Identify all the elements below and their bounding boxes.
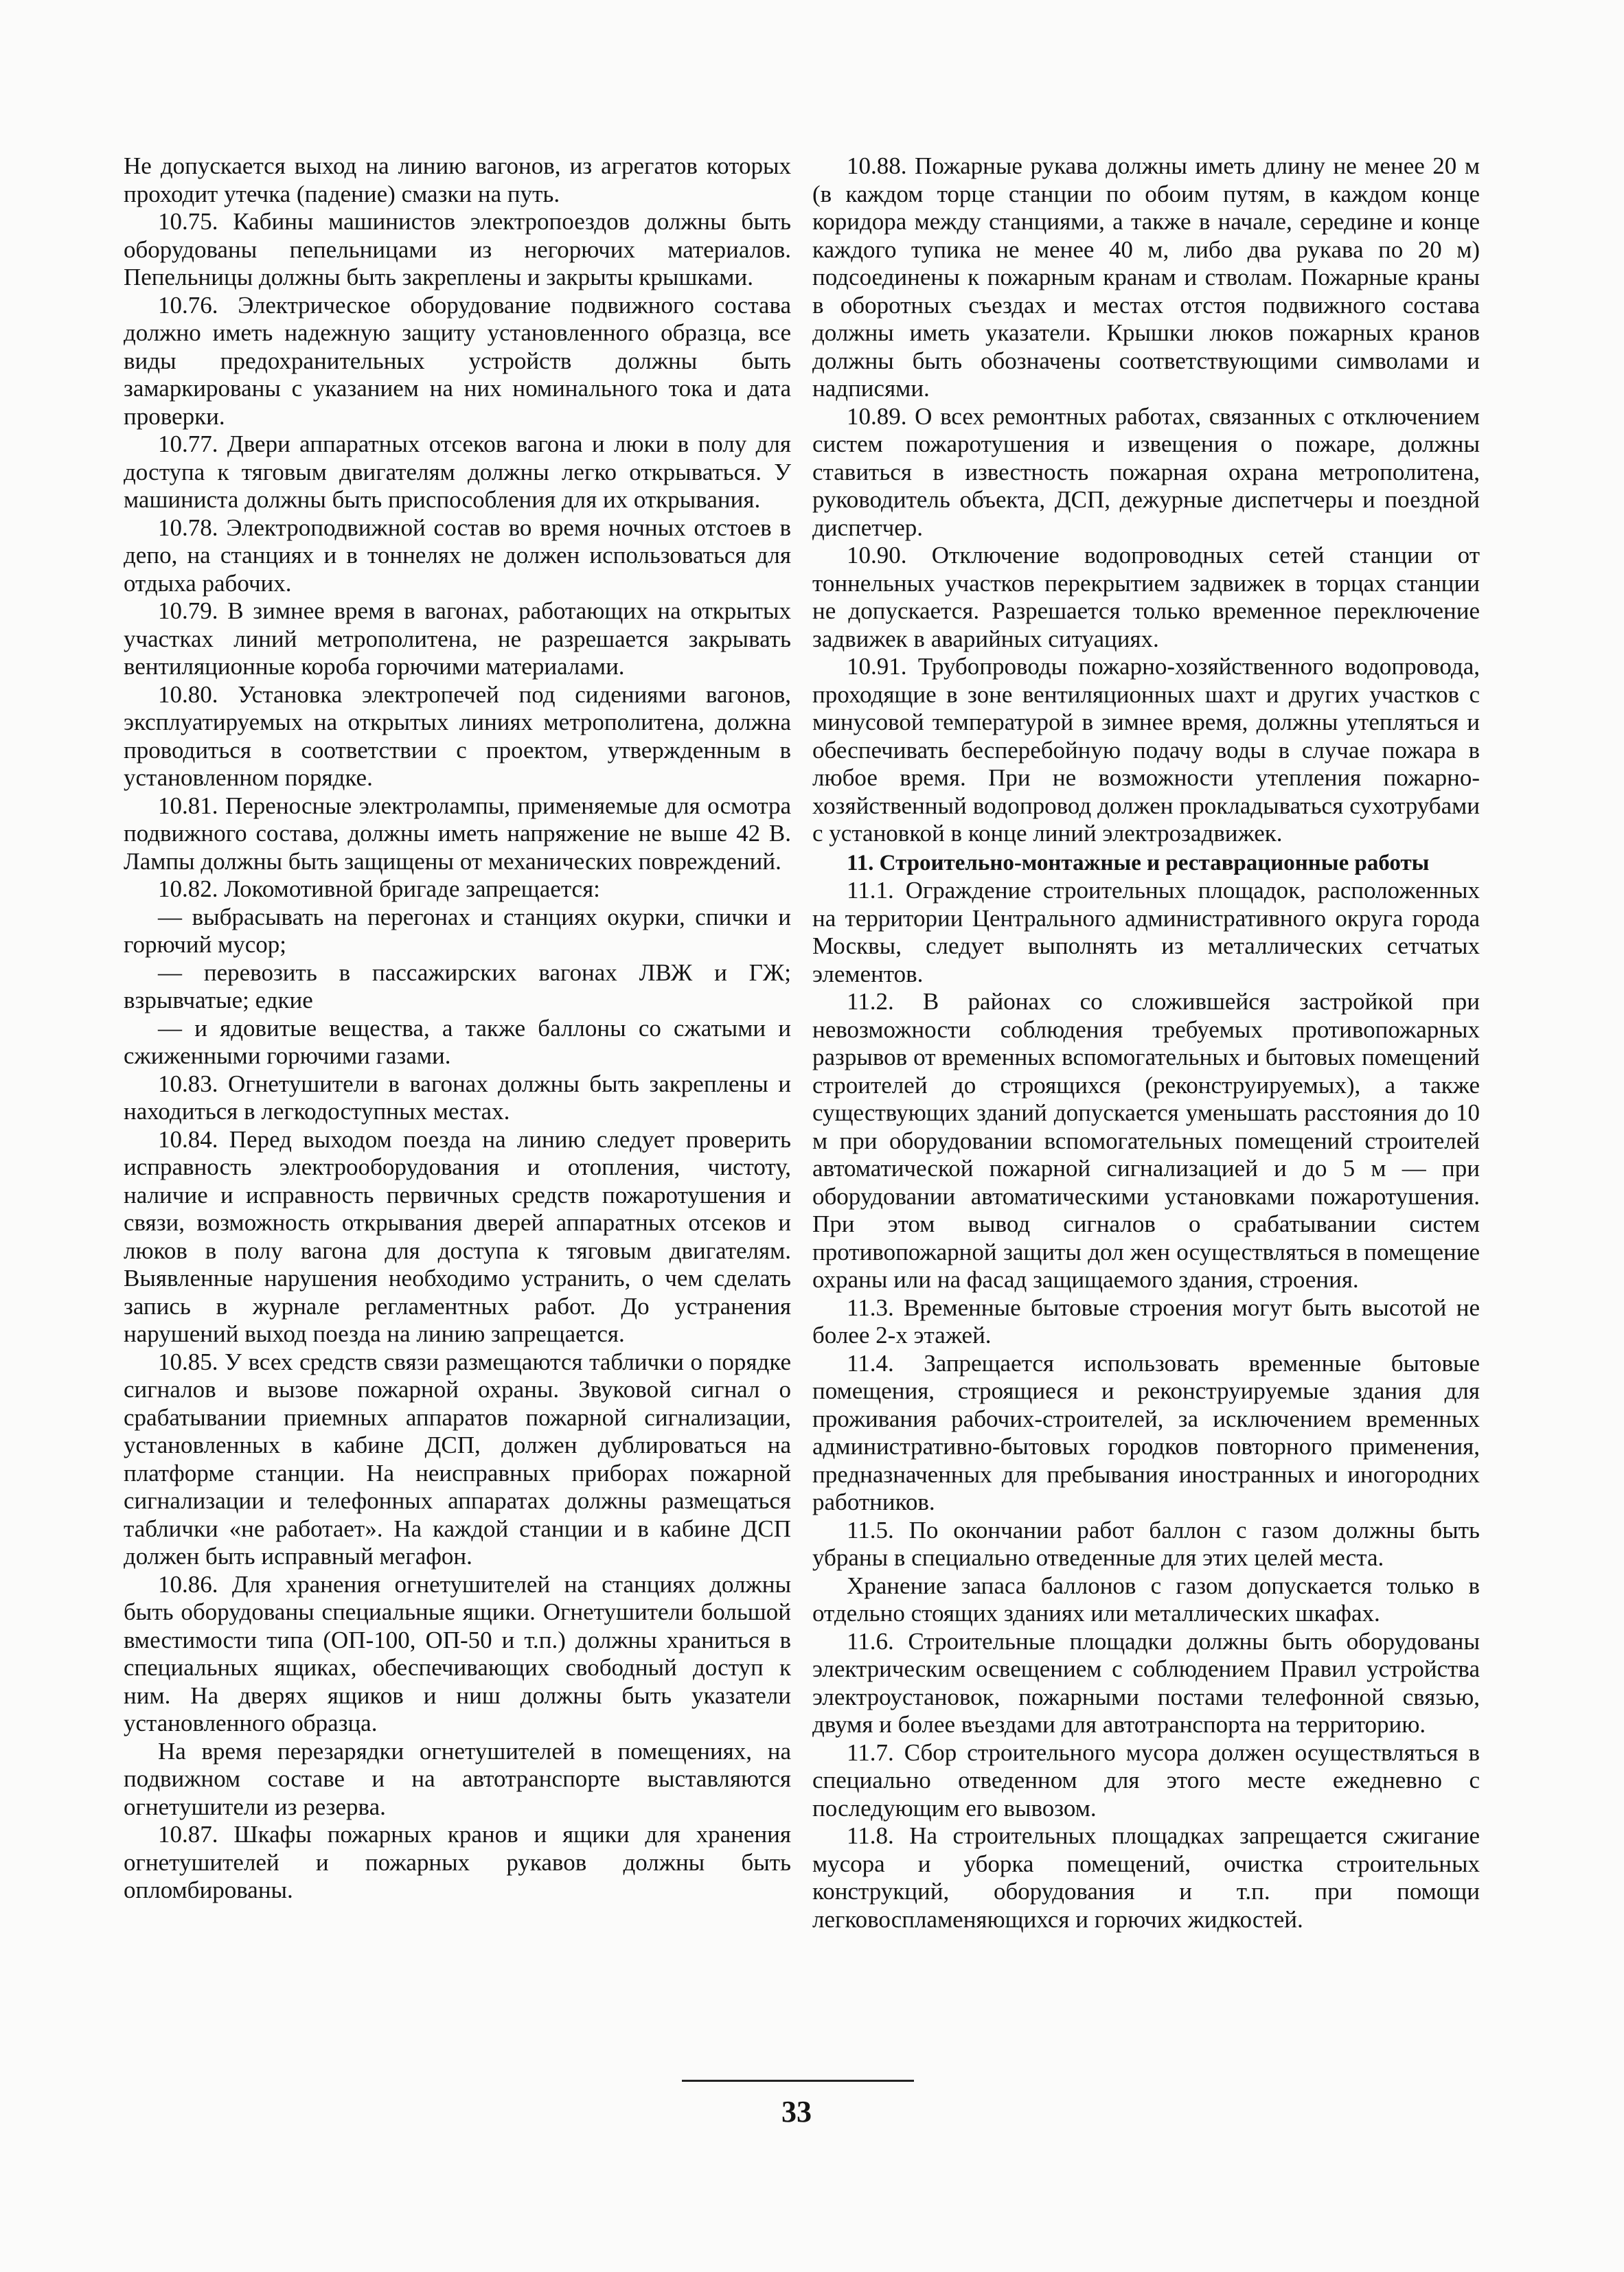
paragraph: 10.87. Шкафы пожарных кранов и ящики для хранения огнетушителей и пожарных рукавов должны быть опломбированы. bbox=[124, 1821, 791, 1903]
paragraph: На время перезарядки огнетушителей в помещениях, на подвижном составе и на автотранспорте выставляются огнетушители из резерва. bbox=[124, 1737, 791, 1820]
paragraph: 10.80. Установка электропечей под сидениями вагонов, эксплуатируемых на открытых линиях метрополитена, должна проводиться в соответствии с проектом, утвержденным в установленном порядке. bbox=[124, 680, 791, 791]
paragraph: — выбрасывать на перегонах и станциях окурки, спички и горючий мусор; bbox=[124, 903, 791, 958]
paragraph: 10.89. О всех ремонтных работах, связанных с отключением систем пожаротушения и извещения о пожаре, должны ставиться в известность пожарная охрана метрополитена, руководитель объекта, ДСП, дежурные диспетчеры и поездной диспетчер. bbox=[812, 402, 1480, 541]
paragraph: 11.2. В районах со сложившейся застройкой при невозможности соблюдения требуемых противопожарных разрывов от временных вспомогательных и бытовых помещений строителей до строящихся (реконструируемых), а также существующих зданий допускается уменьшать расстояния до 10 м при оборудовании вспомогательных помещений строителей автоматической пожарной сигнализацией и до 5 м — при оборудовании автоматическими установками пожаротушения. При этом вывод сигналов о срабатывании систем противопожарной защиты дол жен осуществляться в помещение охраны или на фасад защищаемого здания, строения. bbox=[812, 988, 1480, 1293]
paragraph: 10.88. Пожарные рукава должны иметь длину не менее 20 м (в каждом торце станции по обоим путям, в каждом конце коридора между станциями, а также в начале, середине и конце каждого тупика не менее 40 м, либо два рукава по 20 м) подсоединены к пожарным кранам и стволам. Пожарные краны в оборотных съездах и местах отстоя подвижного состава должны иметь указатели. Крышки люков пожарных кранов должны быть обозначены соответствующими символами и надписями. bbox=[812, 152, 1480, 402]
paragraph: 11.6. Строительные площадки должны быть оборудованы электрическим освещением с соблюдением Правил устройства электроустановок, пожарными постами телефонной связью, двумя и более въездами для автотранспорта на территорию. bbox=[812, 1627, 1480, 1738]
page-number: 33 bbox=[781, 2095, 812, 2128]
paragraph: Не допускается выход на линию вагонов, из агрегатов которых проходит утечка (падение) смазки на путь. bbox=[124, 152, 791, 207]
paragraph: 11.3. Временные бытовые строения могут быть высотой не более 2-х этажей. bbox=[812, 1294, 1480, 1349]
section-heading: 11. Строительно-монтажные и реставрационные работы bbox=[847, 850, 1430, 875]
paragraph: 10.76. Электрическое оборудование подвижного состава должно иметь надежную защиту установленного образца, все виды предохранительных устройств должны быть замаркированы с указанием на них номинального тока и дата проверки. bbox=[124, 291, 791, 430]
paragraph: 10.85. У всех средств связи размещаются таблички о порядке сигналов и вызове пожарной охраны. Звуковой сигнал о срабатывании приемных аппаратов пожарной сигнализации, установленных в кабине ДСП, должен дублироваться на платформе станции. На неисправных приборах пожарной сигнализации и телефонных аппаратах должны размещаться таблички «не работает». На каждой станции и в кабине ДСП должен быть исправный мегафон. bbox=[124, 1348, 791, 1570]
paragraph: — перевозить в пассажирских вагонах ЛВЖ и ГЖ; взрывчатые; едкие bbox=[124, 959, 791, 1013]
paragraph: 10.81. Переносные электролампы, применяемые для осмотра подвижного состава, должны иметь напряжение не выше 42 В. Лампы должны быть защищены от механических повреждений. bbox=[124, 792, 791, 875]
paragraph: Хранение запаса баллонов с газом допускается только в отдельно стоящих зданиях или металлических шкафах. bbox=[812, 1572, 1480, 1627]
paragraph: 10.75. Кабины машинистов электропоездов должны быть оборудованы пепельницами из негорючих материалов. Пепельницы должны быть закреплены и закрыты крышками. bbox=[124, 208, 791, 290]
paragraph: 10.78. Электроподвижной состав во время ночных отстоев в депо, на станциях и в тоннелях не должен использоваться для отдыха рабочих. bbox=[124, 514, 791, 597]
paragraph: 10.86. Для хранения огнетушителей на станциях должны быть оборудованы специальные ящики. Огнетушители большой вместимости типа (ОП-100, ОП-50 и т.п.) должны храниться в специальных ящиках, обеспечивающих свободный доступ к ним. На дверях ящиков и ниш должны быть указатели установленного образца. bbox=[124, 1570, 791, 1736]
paragraph: — и ядовитые вещества, а также баллоны со сжатыми и сжиженными горючими газами. bbox=[124, 1014, 791, 1069]
paragraph: 10.91. Трубопроводы пожарно-хозяйственного водопровода, проходящие в зоне вентиляционных шахт и других участков с минусовой температурой в зимнее время, должны утепляться и обеспечивать бесперебойную подачу воды в случае пожара в любое время. При не возможности утепления пожарно-хозяйственный водопровод должен прокладываться сухотрубами с установкой в конце линий электрозадвижек. bbox=[812, 653, 1480, 847]
footer-rule bbox=[682, 2080, 914, 2082]
paragraph: 10.77. Двери аппаратных отсеков вагона и люки в полу для доступа к тяговым двигателям должны легко открываться. У машиниста должны быть приспособления для их открывания. bbox=[124, 431, 791, 513]
paragraph: 10.90. Отключение водопроводных сетей станции от тоннельных участков перекрытием задвижек в торцах станции не допускается. Разрешается только временное переключение задвижек в аварийных ситуациях. bbox=[812, 542, 1480, 652]
paragraph: 11.4. Запрещается использовать временные бытовые помещения, строящиеся и реконструируемые здания для проживания рабочих-строителей, за исключением временных административно-бытовых городков повторного применения, предназначенных для пребывания иностранных и иногородних работников. bbox=[812, 1349, 1480, 1515]
left-text-column bbox=[124, 152, 791, 1905]
paragraph: 10.79. В зимнее время в вагонах, работающих на открытых участках линий метрополитена, не разрешается закрывать вентиляционные короба горючими материалами. bbox=[124, 597, 791, 680]
paragraph: 10.83. Огнетушители в вагонах должны быть закреплены и находиться в легкодоступных местах. bbox=[124, 1070, 791, 1125]
paragraph: 11.7. Сбор строительного мусора должен осуществляться в специально отведенном для этого месте ежедневно с последующим его вывозом. bbox=[812, 1739, 1480, 1822]
paragraph: 11.1. Ограждение строительных площадок, расположенных на территории Центрального административного округа города Москвы, следует выполнять из металлических сетчатых элементов. bbox=[812, 877, 1480, 987]
paragraph: 11.8. На строительных площадках запрещается сжигание мусора и уборка помещений, очистка строительных конструкций, оборудования и т.п. при помощи легковоспламеняющихся и горючих жидкостей. bbox=[812, 1822, 1480, 1933]
paragraph: 11.5. По окончании работ баллон с газом должны быть убраны в специально отведенные для этих целей места. bbox=[812, 1516, 1480, 1571]
paragraph: 10.84. Перед выходом поезда на линию следует проверить исправность электрооборудования и отопления, чистоту, наличие и исправность первичных средств пожаротушения и связи, возможность открывания дверей аппаратных отсеков и люков в полу вагона для доступа к тяговым двигателям. Выявленные нарушения необходимо устранить, о чем сделать запись в журнале регламентных работ. До устранения нарушений выход поезда на линию запрещается. bbox=[124, 1125, 791, 1347]
paragraph: 10.82. Локомотивной бригаде запрещается: bbox=[158, 875, 600, 902]
right-text-column bbox=[812, 152, 1480, 1934]
